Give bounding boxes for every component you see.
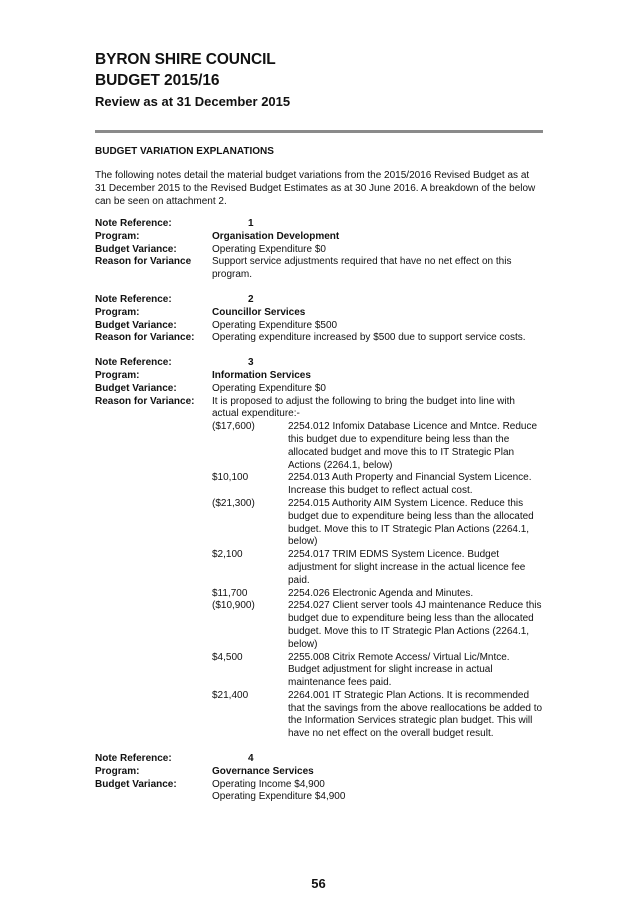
program-label: Program: bbox=[95, 306, 140, 318]
reason-label: Reason for Variance bbox=[95, 256, 192, 268]
note-ref-label: Note Reference: bbox=[95, 293, 172, 305]
program-name: Organisation Development bbox=[212, 230, 340, 242]
line-item bbox=[212, 549, 543, 587]
note-ref-label: Note Reference: bbox=[95, 753, 172, 765]
program-label: Program: bbox=[95, 369, 140, 381]
line-item-amount: $21,400 bbox=[212, 689, 249, 701]
reason-label: Reason for Variance: bbox=[95, 332, 195, 344]
section-title: BUDGET VARIATION EXPLANATIONS bbox=[95, 146, 274, 157]
note-number: 1 bbox=[248, 218, 254, 229]
variance-label: Budget Variance: bbox=[95, 243, 177, 255]
program-name: Councillor Services bbox=[212, 306, 306, 318]
note-1 bbox=[95, 218, 543, 282]
line-item-amount: $11,700 bbox=[212, 587, 248, 599]
variance-value: Operating Expenditure $500 bbox=[212, 319, 338, 331]
note-4 bbox=[95, 753, 543, 804]
reason-text: Operating expenditure increased by $500 due to support service costs. bbox=[212, 332, 526, 344]
review-date: Review as at 31 December 2015 bbox=[95, 94, 291, 109]
variance-label: Budget Variance: bbox=[95, 778, 177, 790]
line-item bbox=[212, 498, 543, 549]
line-item-description: 2255.008 Citrix Remote Access/ Virtual Lic/Mntce. Budget adjustment for slight increase in actual maintenance fees paid. bbox=[288, 651, 510, 689]
line-item-amount: $10,100 bbox=[212, 472, 249, 484]
council-name: BYRON SHIRE COUNCIL bbox=[95, 51, 276, 68]
line-item-amount: ($21,300) bbox=[212, 497, 255, 509]
line-item-description: 2254.017 TRIM EDMS System Licence. Budget adjustment for slight increase in the actual licence fee paid. bbox=[288, 549, 526, 586]
line-item-description: 2264.001 IT Strategic Plan Actions. It is recommended that the savings from the above reallocations be added to the Information Services strategic plan budget. This will have no net effect on the overall budget result. bbox=[288, 689, 543, 740]
note-3 bbox=[95, 357, 543, 741]
line-item bbox=[212, 421, 543, 472]
line-item-description: 2254.015 Authority AIM System Licence. Reduce this budget due to expenditure being less than the allocated budget. Move this to IT Strategic Plan Actions (2264.1, below) bbox=[288, 497, 534, 548]
line-item bbox=[212, 588, 543, 601]
note-number: 3 bbox=[248, 357, 254, 369]
note-2 bbox=[95, 294, 543, 345]
program-label: Program: bbox=[95, 765, 140, 777]
document-header bbox=[95, 49, 290, 111]
note-ref-label: Note Reference: bbox=[95, 357, 172, 369]
program-name: Governance Services bbox=[212, 765, 314, 777]
line-item-description: 2254.027 Client server tools 4J maintenance Reduce this budget due to expenditure being less than the allocated budget. Move this to IT Strategic Plan Actions (2264.1, below) bbox=[288, 600, 542, 650]
variance-value: Operating Expenditure $0 bbox=[212, 243, 326, 255]
reason-label: Reason for Variance: bbox=[95, 395, 195, 407]
variance-label: Budget Variance: bbox=[95, 382, 177, 394]
budget-title: BUDGET 2015/16 bbox=[95, 72, 220, 89]
line-item-description: 2254.013 Auth Property and Financial System Licence. Increase this budget to reflect actual cost. bbox=[288, 472, 532, 497]
variance-label: Budget Variance: bbox=[95, 319, 177, 331]
reason-text: Support service adjustments required that have no net effect on this program. bbox=[212, 256, 512, 281]
line-item-amount: ($17,600) bbox=[212, 421, 255, 433]
variance-value: Operating Expenditure $0 bbox=[212, 382, 326, 394]
line-item-amount: $4,500 bbox=[212, 651, 243, 663]
page-number: 56 bbox=[311, 876, 326, 891]
line-item-amount: ($10,900) bbox=[212, 600, 255, 612]
line-item-description: 2254.012 Infomix Database Licence and Mntce. Reduce this budget due to expenditure being less than the allocated budget and move this to IT Strategic Plan Actions (2264.1, below) bbox=[288, 421, 538, 471]
note-number: 2 bbox=[248, 293, 254, 305]
reason-text: It is proposed to adjust the following to bring the budget into line with actual expenditure:- bbox=[212, 395, 515, 420]
line-item bbox=[212, 472, 543, 498]
program-label: Program: bbox=[95, 230, 140, 242]
program-name: Information Services bbox=[212, 369, 311, 381]
line-item-description: 2254.026 Electronic Agenda and Minutes. bbox=[288, 587, 474, 599]
variance-value: Operating Income $4,900 bbox=[212, 778, 325, 790]
variance-value: Operating Expenditure $4,900 bbox=[212, 791, 346, 803]
reason-block bbox=[212, 396, 543, 742]
intro-paragraph: The following notes detail the material budget variations from the 2015/2016 Revised Budget as at 31 December 2015 to the Revised Budget Estimates as at 30 June 2016. A breakdown of the below can be seen on attachment 2. bbox=[95, 170, 536, 207]
note-ref-label: Note Reference: bbox=[95, 218, 172, 229]
line-item bbox=[212, 600, 543, 651]
line-item bbox=[212, 690, 543, 741]
line-item-amount: $2,100 bbox=[212, 549, 243, 561]
variation-notes bbox=[95, 218, 543, 816]
header-divider bbox=[95, 130, 543, 133]
note-number: 4 bbox=[248, 753, 254, 765]
line-item bbox=[212, 652, 543, 690]
